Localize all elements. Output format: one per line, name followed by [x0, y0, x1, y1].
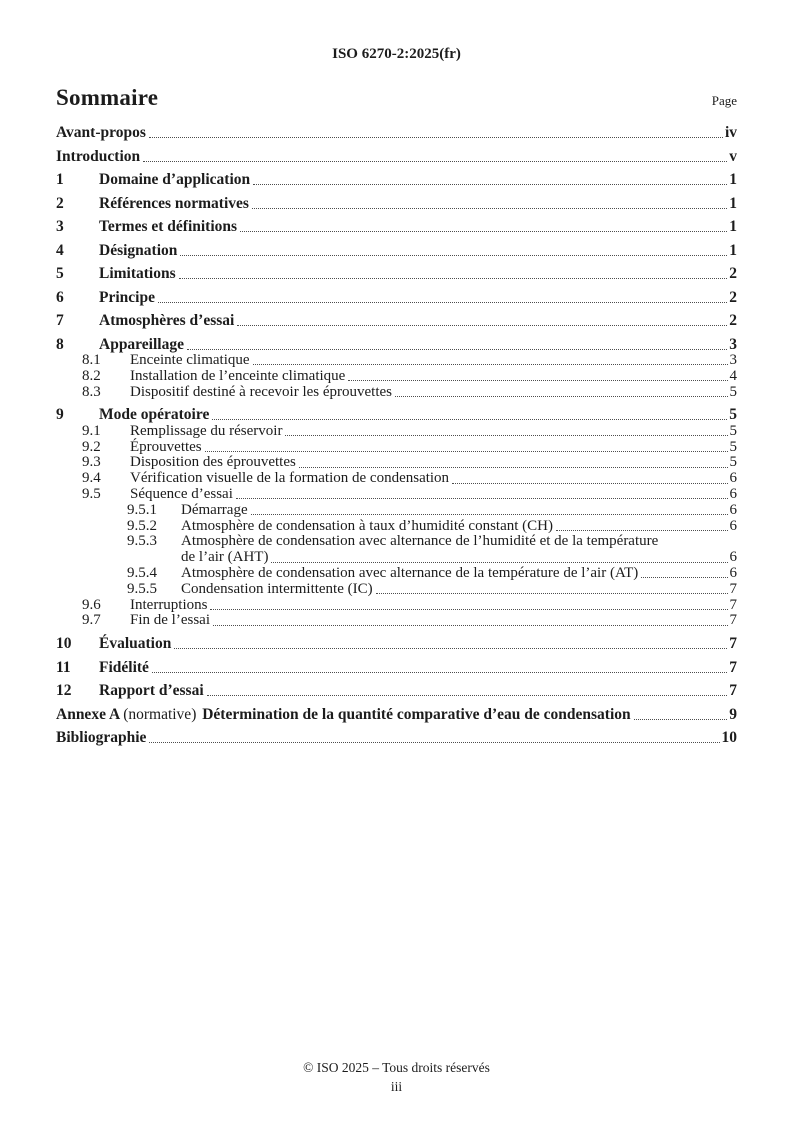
toc-leader: [143, 161, 727, 162]
toc-entry-label: Rapport d’essai: [99, 682, 204, 700]
toc-entry-label: Installation de l’enceinte climatique: [130, 367, 346, 384]
title-row: [56, 86, 737, 110]
toc-page-number: 9: [729, 705, 737, 723]
toc-page-number: 5: [729, 406, 737, 424]
toc-page-number: 4: [729, 367, 737, 384]
toc-entry-number: 11: [56, 658, 71, 676]
toc-entry: [56, 636, 737, 653]
toc-entry-label: Références normatives: [99, 194, 249, 212]
toc-leader: [240, 231, 727, 232]
toc-entry-label: Mode opératoire: [99, 406, 210, 424]
toc-leader: [253, 184, 727, 185]
toc-entry-number: 8.3: [82, 383, 101, 400]
toc-leader: [149, 137, 723, 138]
toc-entry: [56, 337, 737, 354]
toc-entry: [56, 440, 737, 456]
toc-entry-number: 4: [56, 241, 64, 259]
toc-leader: [187, 349, 727, 350]
toc-leader: [252, 208, 727, 209]
toc-page-number: 5: [729, 383, 737, 400]
toc-page-number: 6: [729, 486, 737, 503]
toc-page-number: 1: [729, 194, 737, 212]
toc-entry: [56, 471, 737, 487]
document-reference: ISO 6270-2:2025(fr): [332, 46, 461, 62]
toc-page-number: 6: [729, 549, 737, 566]
toc-entry: [56, 613, 737, 629]
toc-entry: [56, 385, 737, 401]
toc-entry-label: Atmosphère de condensation à taux d’humidité constant (CH): [181, 517, 553, 534]
toc-entry-number: 3: [56, 218, 64, 235]
toc-entry: [56, 424, 737, 440]
toc-entry: [56, 487, 737, 503]
toc-leader: [285, 435, 727, 436]
toc-entry-label: Annexe A (normative) Détermination de la quantité comparative d’eau de condensation: [56, 705, 631, 723]
toc-entry-number: 8: [56, 335, 64, 353]
toc-entry-number: 9.3: [82, 454, 101, 471]
toc-entry-label: Bibliographie: [56, 729, 147, 747]
toc-entry-number: 8.2: [82, 367, 101, 384]
toc-entry-label: Fidélité: [99, 658, 149, 676]
toc-leader: [149, 742, 719, 743]
toc-entry-label: Condensation intermittente (IC): [181, 580, 373, 597]
toc-leader: [348, 380, 727, 381]
toc-leader: [237, 325, 727, 326]
toc-entry: [56, 172, 737, 189]
toc-entry-label: Évaluation: [99, 635, 172, 653]
toc-leader: [174, 648, 727, 649]
toc-entry-number: 9.5: [82, 486, 101, 503]
toc-entry-label: Séquence d’essai: [130, 486, 233, 503]
toc-page-number: 6: [729, 565, 737, 582]
toc-entry-number: 2: [56, 194, 64, 212]
toc-entry: [56, 125, 737, 142]
toc-entry-label: Enceinte climatique: [130, 352, 250, 368]
toc-entry: [56, 660, 737, 677]
toc-entry-label: Atmosphère de condensation avec alternance de la température de l’air (AT): [181, 565, 639, 582]
toc-entry-label: Disposition des éprouvettes: [130, 454, 296, 471]
toc-leader: [205, 451, 728, 452]
toc-entry-number: 9.5.4: [127, 565, 157, 582]
toc-entry-label: Remplissage du réservoir: [130, 422, 283, 439]
toc-entry-number: 9.1: [82, 422, 101, 439]
toc-leader: [207, 695, 728, 696]
toc-entry: [56, 243, 737, 260]
toc-page-number: 7: [729, 682, 737, 700]
toc-leader: [236, 498, 728, 499]
toc-entry: [56, 683, 737, 700]
toc-leader: [452, 483, 727, 484]
toc-page-number: 7: [729, 612, 737, 629]
toc-leader: [641, 577, 727, 578]
toc-page-number: 5: [729, 422, 737, 439]
toc-leader: [212, 419, 727, 420]
page-footer: [0, 1058, 793, 1096]
toc-entry: [56, 369, 737, 385]
toc-leader: [180, 255, 727, 256]
toc-page-number: v: [729, 147, 737, 165]
toc-entry-number: 9.6: [82, 596, 101, 613]
toc-entry: [56, 149, 737, 166]
toc-page-number: 1: [729, 171, 737, 188]
toc-page-number: 5: [729, 438, 737, 455]
toc-entry-label: Fin de l’essai: [130, 612, 210, 629]
toc-entry-label: Domaine d’application: [99, 171, 251, 188]
toc-entry: [56, 196, 737, 213]
toc-page-number: 7: [729, 580, 737, 597]
toc-leader: [213, 625, 728, 626]
toc-entry-label: Atmosphères d’essai: [99, 312, 235, 329]
toc-entry-label: Principe: [99, 288, 155, 306]
toc-leader: [158, 302, 727, 303]
toc-entry-label: Limitations: [99, 265, 176, 282]
toc-entry: [56, 503, 737, 519]
toc-page-number: iv: [724, 124, 737, 141]
toc-page-number: 3: [729, 335, 737, 353]
toc-entry-number: 7: [56, 312, 64, 329]
toc-page-number: 1: [729, 218, 737, 235]
page-title: Sommaire: [56, 85, 159, 110]
toc-entry: [56, 598, 737, 614]
toc-entry-number: 8.1: [82, 352, 101, 368]
toc-page-number: 7: [729, 635, 737, 653]
toc-content: [56, 86, 737, 747]
toc-leader: [253, 364, 728, 365]
toc-entry: [56, 519, 737, 535]
toc-entry-number: 1: [56, 171, 64, 188]
toc-entry-label: Introduction: [56, 147, 141, 165]
toc-entry-label: Désignation: [99, 241, 178, 259]
toc-entry-number: 9.4: [82, 470, 101, 487]
toc-entry-number: 9: [56, 406, 64, 424]
toc-entry-number: 9.2: [82, 438, 101, 455]
toc-page-number: 6: [729, 517, 737, 534]
toc-entry: [56, 534, 737, 550]
toc-page-number: 2: [729, 265, 737, 282]
toc-page-number: 7: [729, 658, 737, 676]
toc-entry: [56, 730, 737, 747]
toc-entry-label: Démarrage: [181, 501, 248, 518]
toc-entry-number: 6: [56, 288, 64, 306]
toc-leader: [299, 467, 728, 468]
page-column-label: Page: [711, 93, 737, 108]
toc-entry-label: Vérification visuelle de la formation de condensation: [130, 470, 450, 487]
toc-page-number: 7: [729, 596, 737, 613]
toc-page-number: 6: [729, 470, 737, 487]
toc-page-number: 2: [729, 312, 737, 329]
toc-page-number: 1: [729, 241, 737, 259]
toc-entry: [56, 455, 737, 471]
toc-entry-number: 9.5.2: [127, 517, 157, 534]
toc-list: [56, 125, 737, 747]
toc-page-number: 3: [729, 352, 737, 368]
toc-entry: [56, 407, 737, 424]
toc-leader: [152, 672, 727, 673]
toc-entry-label: Termes et définitions: [99, 218, 238, 235]
toc-entry-label: Interruptions: [130, 596, 208, 613]
toc-leader: [179, 278, 728, 279]
toc-entry: [56, 707, 737, 724]
toc-entry-number: 9.5.1: [127, 501, 157, 518]
toc-entry-number: 10: [56, 635, 72, 653]
toc-entry-continuation: [56, 550, 737, 566]
toc-entry: [56, 582, 737, 598]
toc-entry: [56, 290, 737, 307]
toc-entry-number: 9.5.3: [127, 533, 157, 550]
toc-leader: [556, 530, 728, 531]
footer-copyright: © ISO 2025 – Tous droits réservés: [303, 1060, 490, 1075]
toc-page-number: 2: [729, 288, 737, 306]
toc-page-number: 10: [721, 729, 737, 747]
toc-entry-number: 9.7: [82, 612, 101, 629]
toc-leader: [210, 609, 727, 610]
toc-leader: [271, 562, 727, 563]
toc-leader: [251, 514, 728, 515]
toc-entry-label: Dispositif destiné à recevoir les éprouvettes: [130, 383, 393, 400]
toc-entry: [56, 566, 737, 582]
toc-page-number: 5: [729, 454, 737, 471]
toc-entry: [56, 219, 737, 236]
toc-entry: [56, 353, 737, 369]
toc-entry-number: 9.5.5: [127, 580, 157, 597]
toc-page-number: 6: [729, 501, 737, 518]
toc-leader: [395, 396, 727, 397]
toc-entry-label: Éprouvettes: [130, 438, 202, 455]
footer-page-number: iii: [390, 1079, 403, 1094]
toc-leader: [634, 719, 728, 720]
toc-entry: [56, 266, 737, 283]
toc-entry-label: Atmosphère de condensation avec alternance de l’humidité et de la température: [181, 533, 659, 550]
toc-entry-label: Avant-propos: [56, 124, 146, 141]
toc-entry: [56, 313, 737, 330]
toc-entry-label: Appareillage: [99, 335, 184, 353]
toc-entry-number: 12: [56, 682, 72, 700]
toc-leader: [376, 593, 728, 594]
toc-entry-label: de l’air (AHT): [181, 549, 269, 566]
toc-entry-number: 5: [56, 265, 64, 282]
